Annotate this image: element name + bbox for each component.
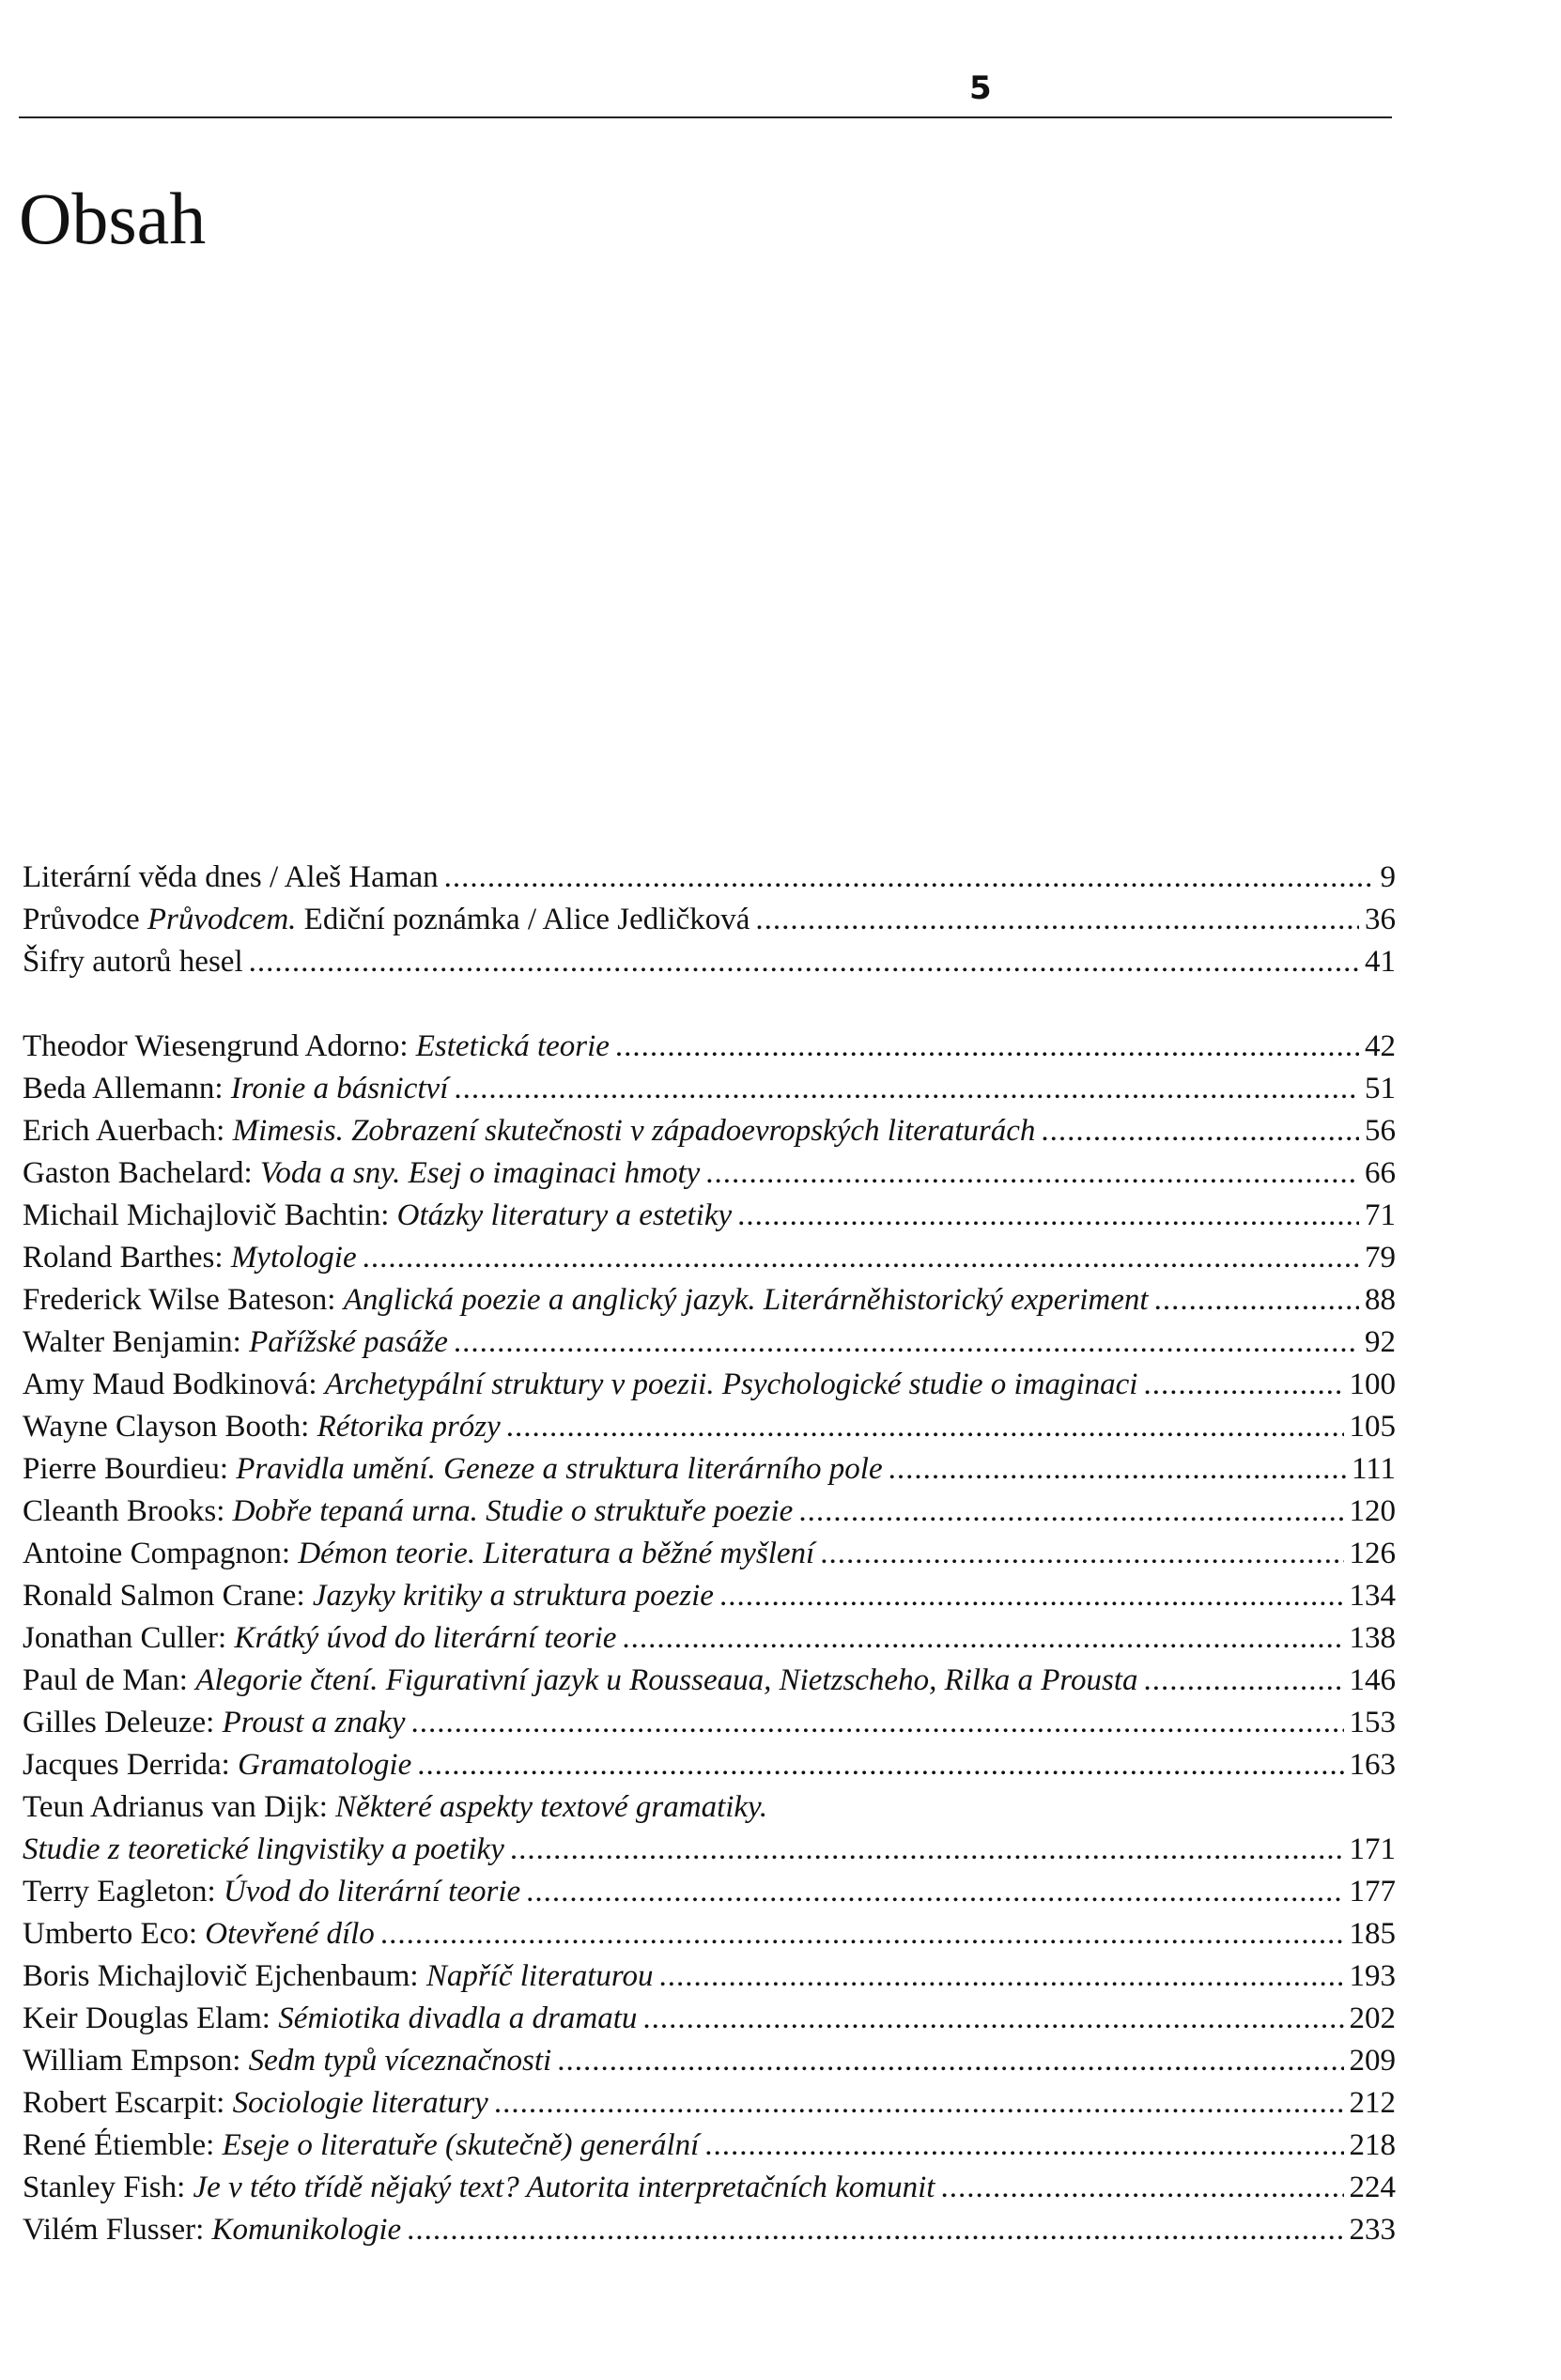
toc-page-number: 138 [1349,1621,1396,1655]
dot-leader [659,1955,1344,1998]
toc-entry-title: Sémiotika divadla a dramatu [278,2001,638,2035]
toc-entry-author: William Empson: [23,2044,249,2078]
toc-entry-text [23,1364,1137,1406]
toc-entry-text [23,1998,637,2040]
toc-entry-title: Démon teorie. Literatura a běžné myšlení [298,1537,815,1570]
toc-page-number: 120 [1349,1494,1396,1528]
toc-entry-author: Pierre Bourdieu: [23,1452,237,1486]
toc-entry[interactable] [23,1195,1396,1237]
toc-entry-title: Je v této třídě nějaký text? Autorita interpretačních komunit [193,2171,935,2204]
toc-page-number: 202 [1349,2001,1396,2035]
toc-entry[interactable] [23,1321,1396,1364]
toc-entry-title: Pařížské pasáže [249,1325,448,1359]
toc-page-number: 100 [1349,1368,1396,1401]
toc-entry-title: Ironie a básnictví [230,1072,449,1105]
toc-entry-text [23,857,439,899]
toc-entry-title: Proust a znaky [222,1706,406,1739]
toc-entry[interactable] [23,2040,1396,2082]
dot-leader [798,1491,1343,1533]
toc-entry-author: Paul de Man: [23,1663,196,1697]
toc-entry-title: Archetypální struktury v poezii. Psychologické studie o imaginaci [324,1368,1138,1401]
toc-entry-author: Literární věda dnes / Aleš Haman [23,860,439,894]
toc-page-number: 209 [1349,2044,1396,2078]
toc-entry-title: Anglická poezie a anglický jazyk. Literárněhistorický experiment [343,1283,1149,1317]
toc-entry[interactable] [23,2167,1396,2209]
toc-entry-title: Úvod do literární teorie [223,1875,521,1909]
toc-entry-text [23,1068,448,1110]
toc-entry-author: Amy Maud Bodkinová: [23,1368,325,1401]
toc-entry-text [23,1110,1035,1152]
toc-entry-author: Jacques Derrida: [23,1748,239,1782]
table-of-contents [23,857,1396,2251]
toc-entry-text [23,1660,1138,1702]
toc-page-number: 153 [1349,1706,1396,1739]
toc-entry-author: Keir Douglas Elam: [23,2001,279,2035]
dot-leader [510,1829,1344,1871]
toc-page-number: 111 [1351,1452,1396,1486]
toc-page-number: 51 [1365,1072,1396,1105]
toc-entry-title: Alegorie čtení. Figurativní jazyk u Rousseaua, Nietzscheho, Rilka a Prousta [195,1663,1138,1697]
toc-entry-title: Některé aspekty textové gramatiky. [335,1790,768,1824]
toc-entry[interactable] [23,1744,1396,1786]
toc-entry-text [23,1026,610,1068]
toc-entry[interactable] [23,1955,1396,1998]
toc-page-number: 218 [1349,2128,1396,2162]
dot-leader [889,1448,1346,1491]
toc-entry-text [23,1406,501,1448]
toc-entry-text [23,1913,375,1955]
toc-entry[interactable] [23,1152,1396,1195]
toc-page-number: 193 [1349,1959,1396,1993]
toc-entry-title: Pravidla umění. Geneze a struktura literárního pole [236,1452,883,1486]
dot-leader [506,1406,1344,1448]
header-rule [19,116,1392,118]
toc-entry-text [23,1491,793,1533]
dot-leader [454,1068,1359,1110]
toc-entry-title: Sedm typů víceznačnosti [248,2044,552,2078]
toc-entry[interactable] [23,1491,1396,1533]
toc-entry[interactable] [23,1871,1396,1913]
toc-page-number: 105 [1349,1410,1396,1444]
dot-leader [1144,1660,1344,1702]
dot-leader [1143,1364,1343,1406]
toc-entry[interactable] [23,1237,1396,1279]
toc-entry-author: Teun Adrianus van Dijk: [23,1790,336,1824]
dot-leader [642,1998,1343,2040]
toc-entry-text [23,1955,654,1998]
toc-entry-title: Voda a sny. Esej o imaginaci hmoty [259,1156,701,1190]
page-number: 5 [969,70,993,107]
dot-leader [557,2040,1343,2082]
toc-entry[interactable] [23,1660,1396,1702]
toc-entry[interactable] [23,1026,1396,1068]
toc-entry-title: Rétorika prózy [317,1410,501,1444]
dot-leader [755,899,1359,941]
toc-entry-text [23,1152,700,1195]
toc-entry[interactable] [23,1279,1396,1321]
toc-page-number: 163 [1349,1748,1396,1782]
toc-entry-title: Dobře tepaná urna. Studie o struktuře poezie [232,1494,794,1528]
toc-page-number: 56 [1365,1114,1396,1148]
toc-entry-author: Vilém Flusser: [23,2213,212,2247]
dot-leader [615,1026,1359,1068]
dot-leader [380,1913,1344,1955]
toc-entry-author: Boris Michajlovič Ejchenbaum: [23,1959,426,1993]
toc-entry-title: Gramatologie [238,1748,412,1782]
toc-entry-author: Antoine Compagnon: [23,1537,299,1570]
toc-entry-author: Průvodce [23,903,147,936]
toc-entry-author: Gaston Bachelard: [23,1156,260,1190]
toc-entry-title: Mytologie [230,1241,357,1275]
toc-page-number: 36 [1365,903,1396,936]
toc-entry-author: Roland Barthes: [23,1241,231,1275]
toc-entry-author: Terry Eagleton: [23,1875,224,1909]
toc-entry-author: Robert Escarpit: [23,2086,233,2120]
toc-entry[interactable] [23,1448,1396,1491]
toc-entry-title: Otevřené dílo [205,1917,375,1951]
dot-leader [411,1702,1344,1744]
toc-entry[interactable] [23,1364,1396,1406]
dot-leader [363,1237,1359,1279]
toc-entry-title: Studie z teoretické lingvistiky a poetiky [23,1832,504,1866]
toc-entry-text [23,1744,411,1786]
toc-page-number: 92 [1365,1325,1396,1359]
dot-leader [737,1195,1359,1237]
dot-leader [705,1152,1359,1195]
toc-entry[interactable] [23,1829,1396,1871]
dot-leader [1154,1279,1359,1321]
toc-entry-text [23,1829,504,1871]
page-title: Obsah [19,178,207,260]
dot-leader [940,2167,1343,2209]
toc-entry[interactable] [23,857,1396,899]
dot-leader [417,1744,1343,1786]
toc-entry[interactable] [23,1110,1396,1152]
toc-entry-title: Otázky literatury a estetiky [396,1198,733,1232]
toc-entry-author: René Étiemble: [23,2128,223,2162]
toc-entry-text [23,1195,732,1237]
dot-leader [820,1533,1343,1575]
toc-entry[interactable] [23,1702,1396,1744]
toc-entry-title: Jazyky kritiky a struktura poezie [312,1579,714,1613]
toc-page-number: 146 [1349,1663,1396,1697]
toc-entry[interactable] [23,1406,1396,1448]
toc-page-number: 88 [1365,1283,1396,1317]
dot-leader [407,2209,1343,2251]
toc-entry-title: Estetická teorie [415,1029,610,1063]
toc-entry[interactable] [23,1786,1396,1829]
toc-entry-text [23,2167,935,2209]
toc-page-number: 126 [1349,1537,1396,1570]
toc-entry[interactable] [23,899,1396,941]
toc-entry[interactable] [23,1617,1396,1660]
toc-page-number: 224 [1349,2171,1396,2204]
toc-page-number: 42 [1365,1029,1396,1063]
toc-entry[interactable] [23,1575,1396,1617]
toc-entry-text [23,1617,616,1660]
toc-entry-author: Cleanth Brooks: [23,1494,233,1528]
toc-page-number: 185 [1349,1917,1396,1951]
dot-leader [622,1617,1343,1660]
toc-entry[interactable] [23,1068,1396,1110]
toc-entry-author: Jonathan Culler: [23,1621,235,1655]
toc-entry-title: Sociologie literatury [232,2086,488,2120]
toc-entry[interactable] [23,1913,1396,1955]
toc-entry-text [23,941,243,983]
toc-page-number: 177 [1349,1875,1396,1909]
toc-entry-author: Erich Auerbach: [23,1114,233,1148]
toc-entries-group [23,1026,1396,2251]
dot-leader [526,1871,1343,1913]
toc-entry-title: Napříč literaturou [425,1959,654,1993]
toc-entry-text [23,1871,520,1913]
toc-entry-text [23,1448,883,1491]
toc-page-number: 134 [1349,1579,1396,1613]
toc-page-number: 171 [1349,1832,1396,1866]
toc-entry[interactable] [23,2082,1396,2125]
toc-page-number: 212 [1349,2086,1396,2120]
toc-entry-author: Umberto Eco: [23,1917,206,1951]
toc-entry[interactable] [23,1998,1396,2040]
dot-leader [454,1321,1359,1364]
toc-page-number: 71 [1365,1198,1396,1232]
toc-entry-author: Michail Michajlovič Bachtin: [23,1198,397,1232]
toc-entry-title: Komunikologie [211,2213,402,2247]
toc-entry-author: Ronald Salmon Crane: [23,1579,313,1613]
toc-entry-author: Frederick Wilse Bateson: [23,1283,344,1317]
toc-entry-author: Gilles Deleuze: [23,1706,223,1739]
toc-entry-text [23,2040,551,2082]
toc-page-number: 41 [1365,945,1396,979]
toc-entry-title: Eseje o literatuře (skutečně) generální [222,2128,700,2162]
toc-entry-text [23,2125,699,2167]
toc-entry[interactable] [23,2209,1396,2251]
toc-entry-author: Theodor Wiesengrund Adorno: [23,1029,416,1063]
dot-leader [1041,1110,1359,1152]
toc-intro-group [23,857,1396,983]
dot-leader [704,2125,1343,2167]
toc-entry-title: Krátký úvod do literární teorie [234,1621,617,1655]
toc-page-number: 79 [1365,1241,1396,1275]
toc-entry-text [23,1533,814,1575]
toc-entry-author: Šifry autorů hesel [23,945,243,979]
dot-leader [494,2082,1344,2125]
toc-entry-text [23,1237,357,1279]
toc-entry[interactable] [23,2125,1396,2167]
toc-entry-author: Stanley Fish: [23,2171,193,2204]
toc-page-number: 9 [1380,860,1396,894]
toc-entry-text [23,2082,488,2125]
toc-entry-text [23,1575,714,1617]
toc-page-number: 233 [1349,2213,1396,2247]
dot-leader [444,857,1375,899]
toc-entry-author: Beda Allemann: [23,1072,231,1105]
toc-entry-text [23,1702,406,1744]
toc-entry-text [23,899,750,941]
toc-entry-text [23,2209,401,2251]
toc-entry-author: Wayne Clayson Booth: [23,1410,317,1444]
toc-entry-text [23,1321,448,1364]
dot-leader [249,941,1359,983]
toc-entry-title: Průvodcem. [147,903,297,936]
toc-entry[interactable] [23,1533,1396,1575]
toc-entry-title: Mimesis. Zobrazení skutečnosti v západoevropských literaturách [232,1114,1036,1148]
toc-entry[interactable] [23,941,1396,983]
toc-entry-note: Ediční poznámka / Alice Jedličková [296,903,750,936]
toc-entry-text [23,1279,1149,1321]
toc-entry-text [23,1786,767,1829]
toc-page-number: 66 [1365,1156,1396,1190]
toc-entry-author: Walter Benjamin: [23,1325,250,1359]
dot-leader [719,1575,1344,1617]
